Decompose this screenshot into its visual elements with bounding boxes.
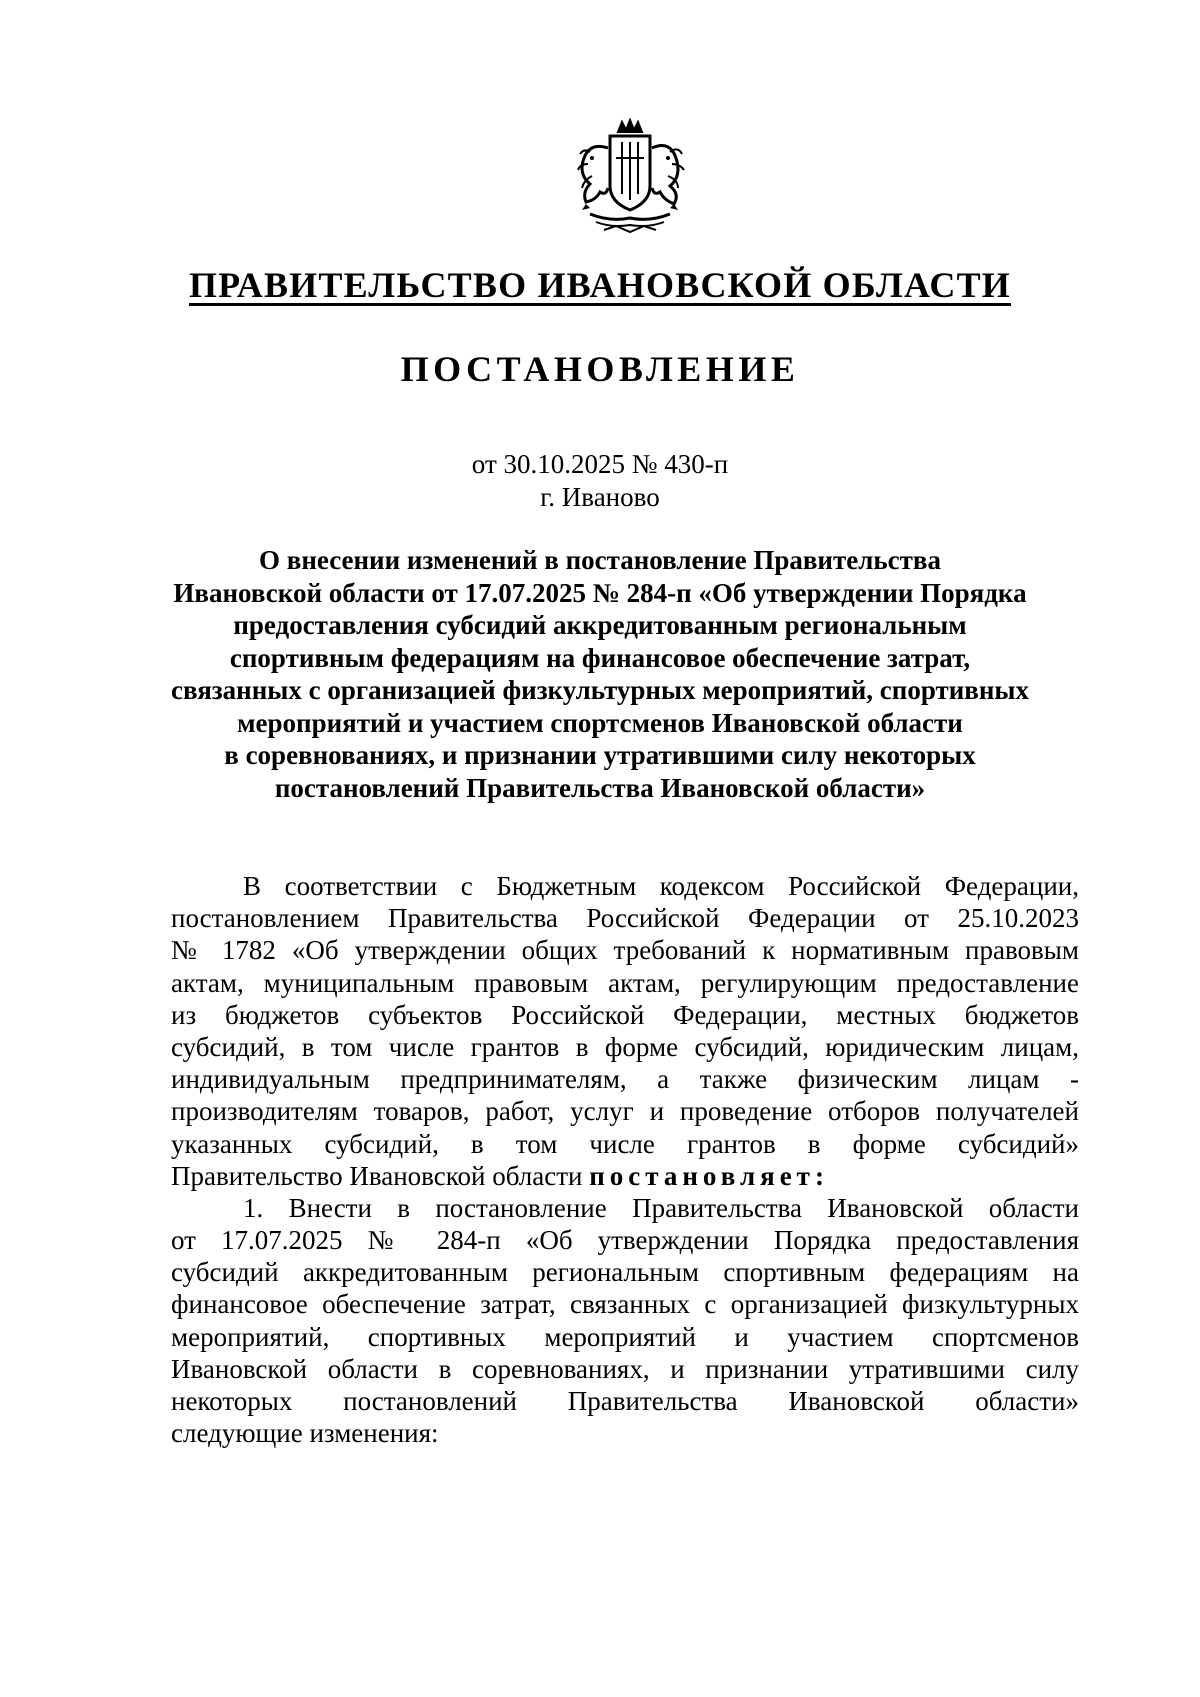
organization-title — [0, 262, 1200, 308]
body-line: финансовое обеспечение затрат, связанных с организацией физкультурных — [171, 1289, 1079, 1320]
heading-line: спортивным федерациям на финансовое обеспечение затрат, — [229, 642, 971, 673]
document-heading — [160, 544, 1040, 804]
heading-line: мероприятий и участием спортсменов Ивановской области — [237, 707, 963, 738]
body-line: субсидий, в том числе грантов в форме субсидий, юридическим лицам, — [171, 1031, 1079, 1062]
heading-line: О внесении изменений в постановление Правительства — [259, 545, 941, 575]
body-line: указанных субсидий, в том числе грантов в форме субсидий» — [171, 1128, 1079, 1159]
resolution-keyword: постановляет: — [589, 1160, 829, 1191]
body-line: мероприятий, спортивных мероприятий и участием спортсменов — [171, 1321, 1079, 1352]
body-line: из бюджетов субъектов Российской Федерации, местных бюджетов — [171, 999, 1079, 1030]
body-line: № 1782 «Об утверждении общих требований к нормативным правовым — [171, 935, 1079, 966]
document-city: г. Иваново — [540, 482, 660, 512]
document-body — [171, 870, 1079, 1449]
heading-line: Ивановской области от 17.07.2025 № 284-п «Об утверждении Порядка — [173, 577, 1027, 608]
organization-title-text: ПРАВИТЕЛЬСТВО ИВАНОВСКОЙ ОБЛАСТИ — [188, 265, 1011, 305]
heading-line: предоставления субсидий аккредитованным региональным — [233, 610, 967, 640]
body-line: субсидий аккредитованным региональным спортивным федерациям на — [171, 1257, 1079, 1288]
coat-of-arms-emblem — [560, 118, 700, 238]
resolution-subject: Правительство Ивановской области — [171, 1160, 590, 1191]
body-line-resolution — [171, 1160, 1079, 1192]
body-line: следующие изменения: — [171, 1418, 439, 1449]
body-line: 1. Внести в постановление Правительства Ивановской области — [243, 1192, 1079, 1223]
body-line: актам, муниципальным правовым актам, регулирующим предоставление — [171, 967, 1079, 998]
body-line: некоторых постановлений Правительства Ивановской области» — [171, 1386, 1079, 1416]
body-line: индивидуальным предпринимателям, а также физическим лицам - — [171, 1064, 1079, 1095]
body-line: производителям товаров, работ, услуг и проведение отборов получателей — [171, 1096, 1079, 1127]
heading-line: в соревнованиях, и признании утратившими силу некоторых — [224, 740, 976, 770]
document-type: ПОСТАНОВЛЕНИЕ — [400, 349, 800, 389]
heading-line: постановлений Правительства Ивановской области» — [274, 772, 926, 803]
body-line: постановлением Правительства Российской Федерации от 25.10.2023 — [171, 903, 1079, 934]
heading-line: связанных с организацией физкультурных мероприятий, спортивных — [170, 675, 1030, 705]
document-number-date: от 30.10.2025 № 430-п — [471, 449, 729, 479]
body-line: от 17.07.2025 № 284-п «Об утверждении Порядка предоставления — [171, 1225, 1079, 1256]
body-line: В соответствии с Бюджетным кодексом Российской Федерации, — [243, 871, 1079, 901]
body-line: Ивановской области в соревнованиях, и признании утратившими силу — [171, 1353, 1079, 1384]
